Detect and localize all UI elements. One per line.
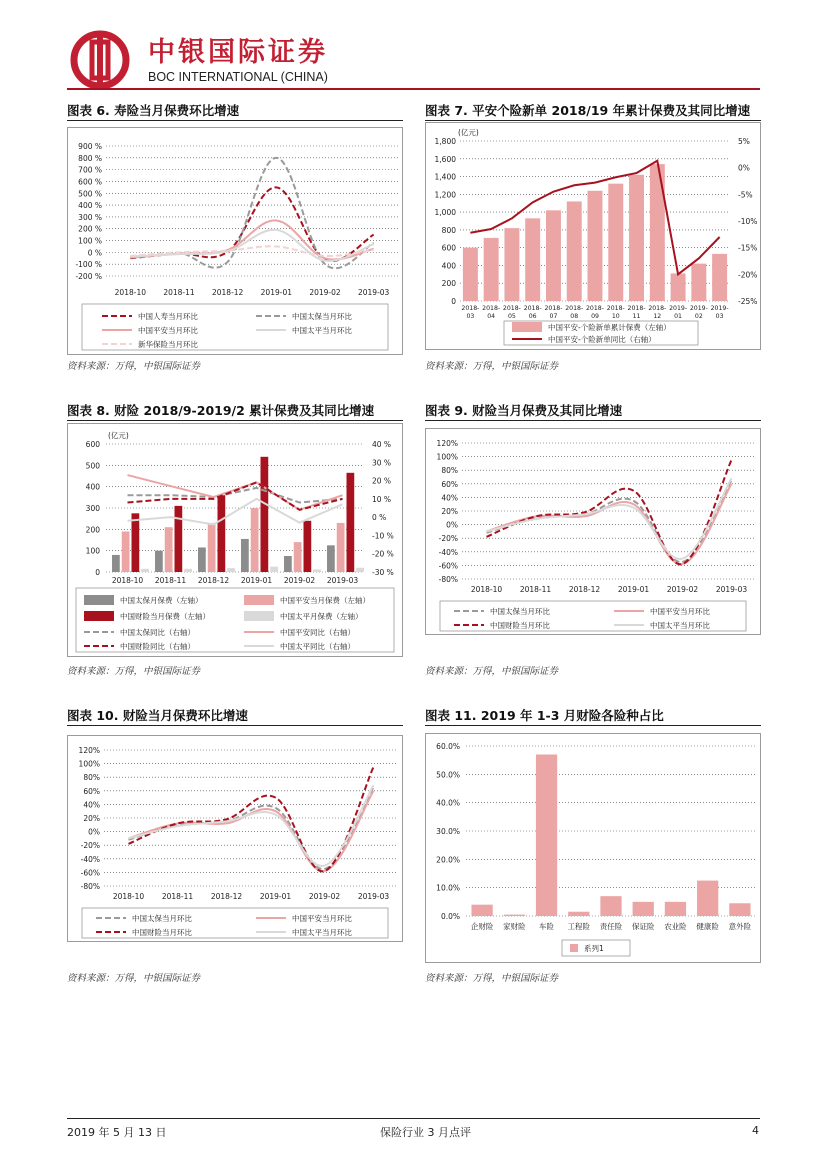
fig8-legend-label: 中国太保月保费（左轴） <box>120 596 203 605</box>
fig8-bar <box>270 567 278 572</box>
fig6-ytick-label: 300 % <box>78 212 102 222</box>
fig7-xtick-label: 2018- <box>502 305 521 312</box>
fig7-unit-label: (亿元) <box>458 128 479 137</box>
company-logo <box>70 30 130 90</box>
fig10-legend-label: 中国平安当月环比 <box>292 914 352 923</box>
fig6-xtick-label: 2018-10 <box>114 288 147 297</box>
fig11-xtick-label: 农业险 <box>664 922 687 931</box>
fig7-xtick-label: 05 <box>507 313 516 320</box>
fig6-ytick-label: 600 % <box>78 177 102 187</box>
fig8-ytick-label: 10 % <box>372 494 392 504</box>
figure-7-rule <box>425 120 761 121</box>
fig8-bar <box>327 545 335 572</box>
fig7-ytick-label: 400 <box>441 261 456 271</box>
footer-page-number: 4 <box>752 1124 759 1137</box>
fig11-xtick-label: 车险 <box>539 922 555 931</box>
fig8-bar <box>313 569 321 572</box>
fig6-ytick-label: 900 % <box>78 142 102 151</box>
fig9-ytick-label: 60% <box>441 479 458 489</box>
fig11-ytick-label: 50.0% <box>436 770 460 780</box>
fig8-xtick-label: 2019-02 <box>283 576 316 585</box>
fig8-bar <box>132 513 140 572</box>
fig9-legend-label: 中国太保当月环比 <box>490 607 550 616</box>
figure-10-chart <box>67 735 403 942</box>
fig8-legend-label: 中国太保同比（右轴） <box>120 628 195 637</box>
fig7-legend-swatch <box>512 322 542 332</box>
fig11-ytick-label: 60.0% <box>436 742 460 751</box>
fig6-legend-label: 新华保险当月环比 <box>138 340 198 349</box>
fig7-bar <box>525 218 540 301</box>
footer-rule <box>67 1118 760 1119</box>
fig7-bar <box>671 273 686 301</box>
fig9-series-line <box>487 484 732 564</box>
figure-10-title: 图表 10. 财险当月保费环比增速 <box>67 708 248 723</box>
fig9-ytick-label: -80% <box>438 575 458 584</box>
fig7-ytick-label: -15% <box>738 243 758 253</box>
fig6-ytick-label: -200 % <box>75 272 102 281</box>
fig7-bar <box>712 254 727 301</box>
fig7-xtick-label: 2019- <box>710 305 729 312</box>
fig6-xtick-label: 2019-03 <box>357 288 390 297</box>
figure-6-title: 图表 6. 寿险当月保费环比增速 <box>67 103 240 118</box>
fig11-bar <box>729 903 750 916</box>
fig10-ytick-label: -80% <box>80 882 100 891</box>
fig10-legend-label: 中国财险当月环比 <box>132 928 192 937</box>
fig10-legend-label: 中国太保当月环比 <box>132 914 192 923</box>
fig6-legend-label: 中国太保当月环比 <box>292 312 352 321</box>
figure-10-rule <box>67 725 403 726</box>
fig7-xtick-label: 04 <box>487 313 496 320</box>
fig10-xtick-label: 2018-10 <box>112 892 145 901</box>
fig8-xtick-label: 2018-11 <box>154 576 187 585</box>
fig11-xtick-label: 健康险 <box>696 922 719 931</box>
fig11-legend-swatch <box>570 944 578 952</box>
fig8-bar <box>218 495 226 572</box>
fig8-legend-label: 中国财险当月保费（左轴） <box>120 612 210 621</box>
fig7-xtick-label: 02 <box>694 313 703 320</box>
fig6-ytick-label: -100 % <box>75 260 102 270</box>
brand-name-cn: 中银国际证券 <box>148 37 328 68</box>
figure-11-svg <box>426 734 760 962</box>
fig11-xtick-label: 家财险 <box>503 922 526 931</box>
figure-6-svg <box>68 128 402 354</box>
fig6-ytick-label: 400 % <box>78 201 102 211</box>
fig8-bar <box>284 556 292 572</box>
fig6-xtick-label: 2019-01 <box>260 288 293 297</box>
figure-10-svg <box>68 736 402 941</box>
fig6-legend-label: 中国人寿当月环比 <box>138 312 198 321</box>
fig8-bar <box>304 521 312 572</box>
fig8-unit-label: (亿元) <box>108 431 129 440</box>
fig7-xtick-label: 2018- <box>648 305 667 312</box>
figure-8-source: 资料来源：万得，中银国际证券 <box>67 666 201 677</box>
fig7-ytick-label: 5% <box>738 137 750 146</box>
fig9-ytick-label: 120% <box>436 439 458 448</box>
fig11-xtick-label: 责任险 <box>599 922 623 931</box>
figure-9-title: 图表 9. 财险当月保费及其同比增速 <box>425 403 623 418</box>
fig8-xtick-label: 2018-12 <box>197 576 230 585</box>
fig10-ytick-label: 80% <box>83 773 100 783</box>
fig7-ytick-label: -25% <box>738 297 758 306</box>
fig8-bar <box>165 527 173 572</box>
fig10-xtick-label: 2018-11 <box>161 892 194 901</box>
fig8-bar <box>141 569 149 572</box>
figure-8-chart <box>67 423 403 657</box>
footer-date: 2019 年 5 月 13 日 <box>67 1126 167 1139</box>
fig7-xtick-label: 03 <box>466 313 475 320</box>
fig9-ytick-label: 100% <box>436 452 458 462</box>
fig7-legend-label: 中国平安-个险新单累计保费（左轴） <box>548 323 671 332</box>
fig9-xtick-label: 2019-03 <box>715 585 748 594</box>
fig8-bar <box>337 523 345 572</box>
fig8-ytick-label: 100 <box>85 546 100 556</box>
figure-7-chart <box>425 122 761 350</box>
figure-9-source: 资料来源：万得，中银国际证券 <box>425 666 559 677</box>
fig6-ytick-label: 700 % <box>78 165 102 175</box>
fig10-xtick-label: 2019-01 <box>259 892 292 901</box>
fig10-ytick-label: 20% <box>83 814 100 823</box>
fig9-ytick-label: -20% <box>438 534 458 544</box>
fig7-ytick-label: 1,000 <box>434 208 456 218</box>
figure-8-svg <box>68 424 402 656</box>
fig10-ytick-label: 100% <box>78 759 100 769</box>
fig8-bar <box>175 506 183 572</box>
figure-9-chart <box>425 428 761 635</box>
fig8-ytick-label: 400 <box>85 482 100 492</box>
fig8-legend-swatch <box>84 611 114 621</box>
figure-11-chart <box>425 733 761 963</box>
figure-11-source: 资料来源：万得，中银国际证券 <box>425 973 559 984</box>
fig8-legend-label: 中国平安同比（右轴） <box>280 628 355 637</box>
fig8-ytick-label: 300 <box>85 504 100 513</box>
fig7-ytick-label: 600 <box>441 243 456 253</box>
fig8-ytick-label: 30 % <box>372 458 392 468</box>
fig9-xtick-label: 2018-12 <box>568 585 601 594</box>
fig6-xtick-label: 2019-02 <box>309 288 341 297</box>
fig8-legend-label: 中国太平同比（右轴） <box>280 642 355 651</box>
fig6-ytick-label: 500 % <box>78 189 102 199</box>
fig7-xtick-label: 2018- <box>586 305 604 312</box>
fig6-legend-label: 中国太平当月环比 <box>292 326 352 335</box>
figure-6-rule <box>67 120 403 121</box>
fig7-xtick-label: 11 <box>632 313 641 320</box>
fig10-xtick-label: 2019-03 <box>357 892 390 901</box>
fig7-ytick-label: 1,800 <box>434 137 456 146</box>
figure-8-rule <box>67 420 403 421</box>
fig8-yoy-line <box>128 499 343 525</box>
fig11-bar <box>471 905 492 916</box>
fig10-xtick-label: 2018-12 <box>210 892 243 901</box>
fig7-ytick-label: 1,200 <box>434 190 456 200</box>
fig11-ytick-label: 40.0% <box>436 798 460 808</box>
figure-9-svg <box>426 429 760 634</box>
fig8-ytick-label: 0 % <box>372 513 387 523</box>
fig7-ytick-label: -5% <box>738 190 753 200</box>
fig10-ytick-label: -20% <box>80 841 100 851</box>
fig7-xtick-label: 2018- <box>627 305 646 312</box>
fig7-ytick-label: 800 <box>441 225 456 235</box>
fig7-bar <box>484 238 499 301</box>
fig6-ytick-label: 100 % <box>78 236 102 246</box>
fig6-legend-label: 中国平安当月环比 <box>138 326 198 335</box>
fig7-xtick-label: 2018- <box>606 305 625 312</box>
fig8-legend-swatch <box>244 595 274 605</box>
fig8-ytick-label: 500 <box>85 461 100 471</box>
fig7-xtick-label: 10 <box>611 313 620 320</box>
fig8-bar <box>184 569 192 572</box>
fig9-ytick-label: 80% <box>441 466 458 476</box>
brand-name-en: BOC INTERNATIONAL (CHINA) <box>148 70 328 84</box>
fig11-bar <box>568 912 589 916</box>
fig11-ytick-label: 10.0% <box>436 883 460 893</box>
fig11-bar <box>536 755 557 917</box>
fig11-bar <box>504 915 525 916</box>
figure-7-title: 图表 7. 平安个险新单 2018/19 年累计保费及其同比增速 <box>425 103 751 118</box>
fig8-xtick-label: 2018-10 <box>111 576 144 585</box>
fig8-ytick-label: -10 % <box>372 531 394 541</box>
fig8-legend-swatch <box>84 595 114 605</box>
fig8-legend-label: 中国太平月保费（左轴） <box>280 612 363 621</box>
fig9-ytick-label: 0% <box>446 520 458 530</box>
header-divider <box>67 88 760 90</box>
figure-11-rule <box>425 725 761 726</box>
fig8-bar <box>251 508 259 572</box>
fig8-ytick-label: 600 <box>85 440 100 449</box>
fig10-legend-label: 中国太平当月环比 <box>292 928 352 937</box>
fig8-ytick-label: 200 <box>85 525 100 535</box>
fig11-xtick-label: 意外险 <box>728 922 752 931</box>
fig11-legend-label: 系列1 <box>584 944 604 953</box>
fig7-xtick-label: 06 <box>528 313 537 320</box>
fig11-xtick-label: 工程险 <box>567 922 591 931</box>
figure-7-source: 资料来源：万得，中银国际证券 <box>425 361 559 372</box>
fig8-bar <box>198 547 206 572</box>
fig8-ytick-label: -20 % <box>372 549 394 559</box>
fig8-bar <box>294 542 302 572</box>
fig7-xtick-label: 2019- <box>669 305 688 312</box>
fig11-ytick-label: 30.0% <box>436 827 460 836</box>
fig6-xtick-label: 2018-11 <box>163 288 195 297</box>
figure-6-chart <box>67 127 403 355</box>
fig7-xtick-label: 03 <box>715 313 724 320</box>
fig6-ytick-label: 0 % <box>87 248 102 258</box>
fig8-xtick-label: 2019-01 <box>240 576 273 585</box>
fig7-xtick-label: 2018- <box>482 305 501 312</box>
fig7-bar <box>463 248 478 301</box>
fig8-bar <box>241 539 249 572</box>
fig6-series-line <box>130 187 373 261</box>
footer-report-name: 保险行业 3 月点评 <box>380 1126 471 1139</box>
fig8-legend-swatch <box>244 611 274 621</box>
fig7-ytick-label: 0% <box>738 163 750 173</box>
fig9-legend-label: 中国财险当月环比 <box>490 621 550 630</box>
fig10-ytick-label: 60% <box>83 786 100 796</box>
fig8-bar <box>356 568 364 572</box>
fig11-ytick-label: 0.0% <box>440 912 460 921</box>
fig7-xtick-label: 01 <box>674 313 683 320</box>
fig7-xtick-label: 2019- <box>689 305 708 312</box>
fig10-ytick-label: 40% <box>83 800 100 810</box>
fig8-ytick-label: 20 % <box>372 476 392 486</box>
fig8-bar <box>208 523 216 572</box>
fig9-ytick-label: -60% <box>438 561 458 571</box>
fig9-xtick-label: 2019-02 <box>666 585 699 594</box>
fig7-bar <box>546 210 561 301</box>
fig11-xtick-label: 保证险 <box>631 922 655 931</box>
fig7-bar <box>629 175 644 301</box>
fig8-bar <box>227 568 235 572</box>
fig9-legend-label: 中国太平当月环比 <box>650 621 710 630</box>
fig8-xtick-label: 2019-03 <box>326 576 359 585</box>
fig7-ytick-label: -10% <box>738 217 758 226</box>
fig11-xtick-label: 企财险 <box>470 922 494 931</box>
fig7-ytick-label: -20% <box>738 270 758 280</box>
fig6-ytick-label: 200 % <box>78 224 102 234</box>
figure-7-svg <box>426 123 760 349</box>
fig8-ytick-label: 40 % <box>372 440 392 449</box>
figure-9-rule <box>425 420 761 421</box>
fig7-bar <box>567 201 582 301</box>
fig6-ytick-label: 800 % <box>78 153 102 163</box>
fig9-xtick-label: 2018-11 <box>519 585 552 594</box>
fig7-xtick-label: 2018- <box>523 305 542 312</box>
fig7-ytick-label: 200 <box>441 279 456 289</box>
figure-10-source: 资料来源：万得，中银国际证券 <box>67 973 201 984</box>
fig11-bar <box>665 902 686 916</box>
fig9-xtick-label: 2019-01 <box>617 585 650 594</box>
fig11-bar <box>600 896 621 916</box>
figure-6-source: 资料来源：万得，中银国际证券 <box>67 361 201 372</box>
fig8-bar <box>112 555 120 572</box>
figure-11-title: 图表 11. 2019 年 1-3 月财险各险种占比 <box>425 708 664 723</box>
fig10-ytick-label: -40% <box>80 854 100 864</box>
fig7-ytick-label: 0 <box>451 297 456 306</box>
fig10-xtick-label: 2019-02 <box>308 892 341 901</box>
fig8-bar <box>122 531 130 572</box>
fig8-ytick-label: -30 % <box>372 568 394 577</box>
fig7-xtick-label: 2018- <box>565 305 584 312</box>
fig8-bar <box>261 457 269 572</box>
fig11-bar <box>633 902 654 916</box>
fig10-ytick-label: -60% <box>80 868 100 878</box>
fig7-ytick-label: 1,400 <box>434 172 456 182</box>
fig6-xtick-label: 2018-12 <box>211 288 244 297</box>
fig8-bar <box>155 551 163 572</box>
fig11-bar <box>697 881 718 916</box>
fig7-xtick-label: 12 <box>653 313 662 320</box>
fig7-bar <box>504 228 519 301</box>
fig8-legend-label: 中国平安当月保费（左轴） <box>280 596 370 605</box>
fig7-xtick-label: 08 <box>570 313 579 320</box>
fig9-ytick-label: 40% <box>441 493 458 503</box>
fig8-bar <box>347 473 355 572</box>
fig7-xtick-label: 09 <box>591 313 599 320</box>
fig11-ytick-label: 20.0% <box>436 855 460 865</box>
fig7-xtick-label: 07 <box>549 313 558 320</box>
fig7-xtick-label: 2018- <box>461 305 480 312</box>
fig7-bar <box>691 264 706 301</box>
fig7-bar <box>588 191 603 301</box>
fig10-series-line <box>129 791 374 871</box>
fig9-legend-label: 中国平安当月环比 <box>650 607 710 616</box>
fig10-ytick-label: 0% <box>88 827 100 837</box>
fig7-xtick-label: 2018- <box>544 305 563 312</box>
fig8-ytick-label: 0 <box>95 568 100 577</box>
fig7-ytick-label: 1,600 <box>434 154 456 164</box>
fig7-bar <box>608 184 623 301</box>
fig8-legend-label: 中国财险同比（右轴） <box>120 642 195 651</box>
fig10-ytick-label: 120% <box>78 746 100 755</box>
fig7-legend-label: 中国平安-个险新单同比（右轴） <box>548 335 656 344</box>
fig9-ytick-label: -40% <box>438 547 458 557</box>
figure-8-title: 图表 8. 财险 2018/9-2019/2 累计保费及其同比增速 <box>67 403 375 418</box>
fig9-xtick-label: 2018-10 <box>470 585 503 594</box>
fig9-ytick-label: 20% <box>441 507 458 516</box>
